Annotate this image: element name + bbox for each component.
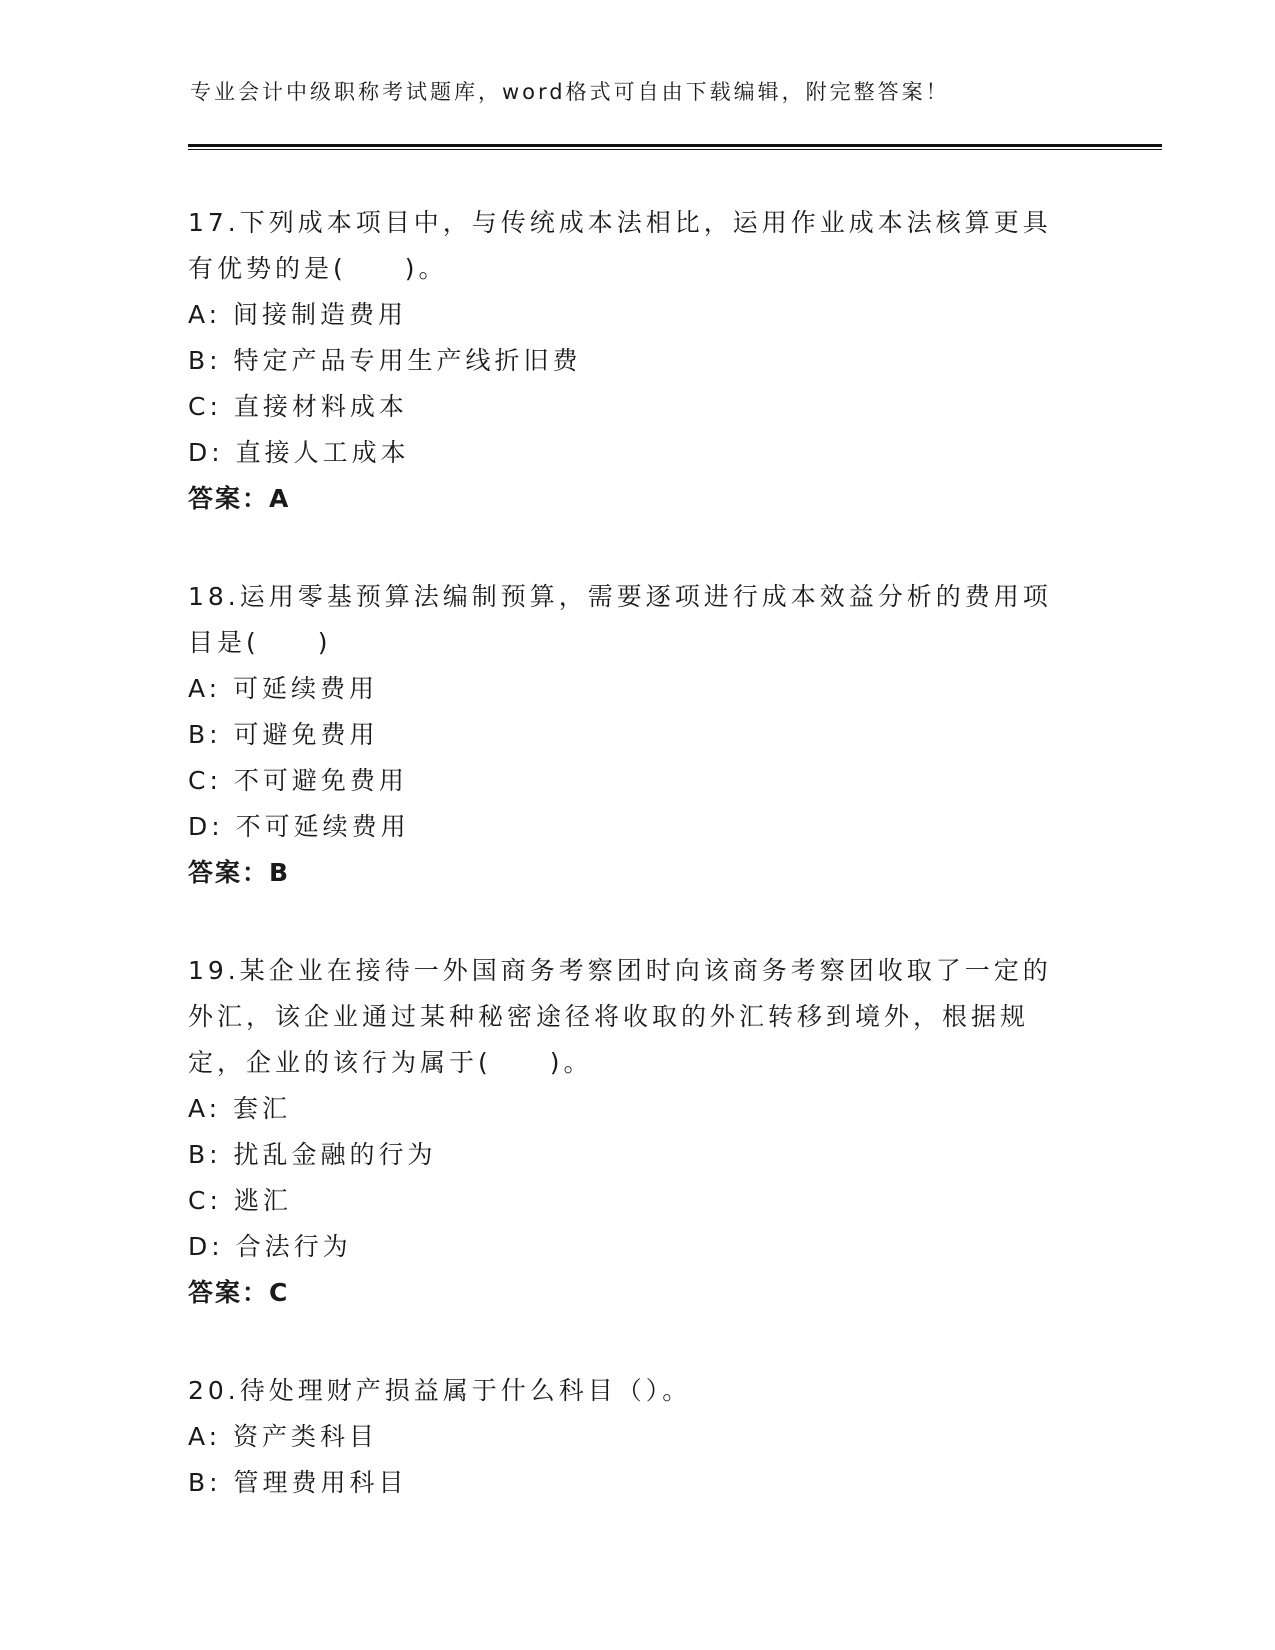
- option-a: A: 套汇: [188, 1094, 292, 1123]
- option-c: C: 逃汇: [188, 1186, 292, 1215]
- answer-label: 答案：B: [188, 858, 291, 887]
- option-b: B: 可避免费用: [188, 720, 379, 749]
- question-list: [188, 200, 1088, 1558]
- option-d: D: 合法行为: [188, 1232, 352, 1261]
- question-18: [188, 574, 1088, 896]
- question-stem: 18.运用零基预算法编制预算，需要逐项进行成本效益分析的费用项目是( ): [188, 582, 1052, 657]
- option-c: C: 不可避免费用: [188, 766, 408, 795]
- answer-label: 答案：C: [188, 1278, 290, 1307]
- option-a: A: 可延续费用: [188, 674, 379, 703]
- question-stem: 17.下列成本项目中，与传统成本法相比，运用作业成本法核算更具有优势的是( )。: [188, 208, 1052, 283]
- header-rule-thick: [188, 144, 1162, 147]
- option-b: B: 特定产品专用生产线折旧费: [188, 346, 582, 375]
- option-b: B: 扰乱金融的行为: [188, 1140, 437, 1169]
- option-b: B: 管理费用科目: [188, 1468, 408, 1497]
- answer-label: 答案：A: [188, 484, 291, 513]
- option-a: A: 间接制造费用: [188, 300, 408, 329]
- option-c: C: 直接材料成本: [188, 392, 408, 421]
- question-17: [188, 200, 1088, 522]
- question-stem: 20.待处理财产损益属于什么科目（）。: [188, 1376, 692, 1405]
- option-d: D: 直接人工成本: [188, 438, 410, 467]
- question-19: [188, 948, 1088, 1316]
- question-stem: 19.某企业在接待一外国商务考察团时向该商务考察团收取了一定的外汇，该企业通过某种秘密途径将收取的外汇转移到境外，根据规定，企业的该行为属于( )。: [188, 956, 1052, 1077]
- page-header: 专业会计中级职称考试题库，word格式可自由下载编辑，附完整答案！: [190, 80, 950, 104]
- option-a: A: 资产类科目: [188, 1422, 379, 1451]
- question-20: [188, 1368, 1088, 1506]
- header-rule-thin: [188, 149, 1162, 150]
- option-d: D: 不可延续费用: [188, 812, 410, 841]
